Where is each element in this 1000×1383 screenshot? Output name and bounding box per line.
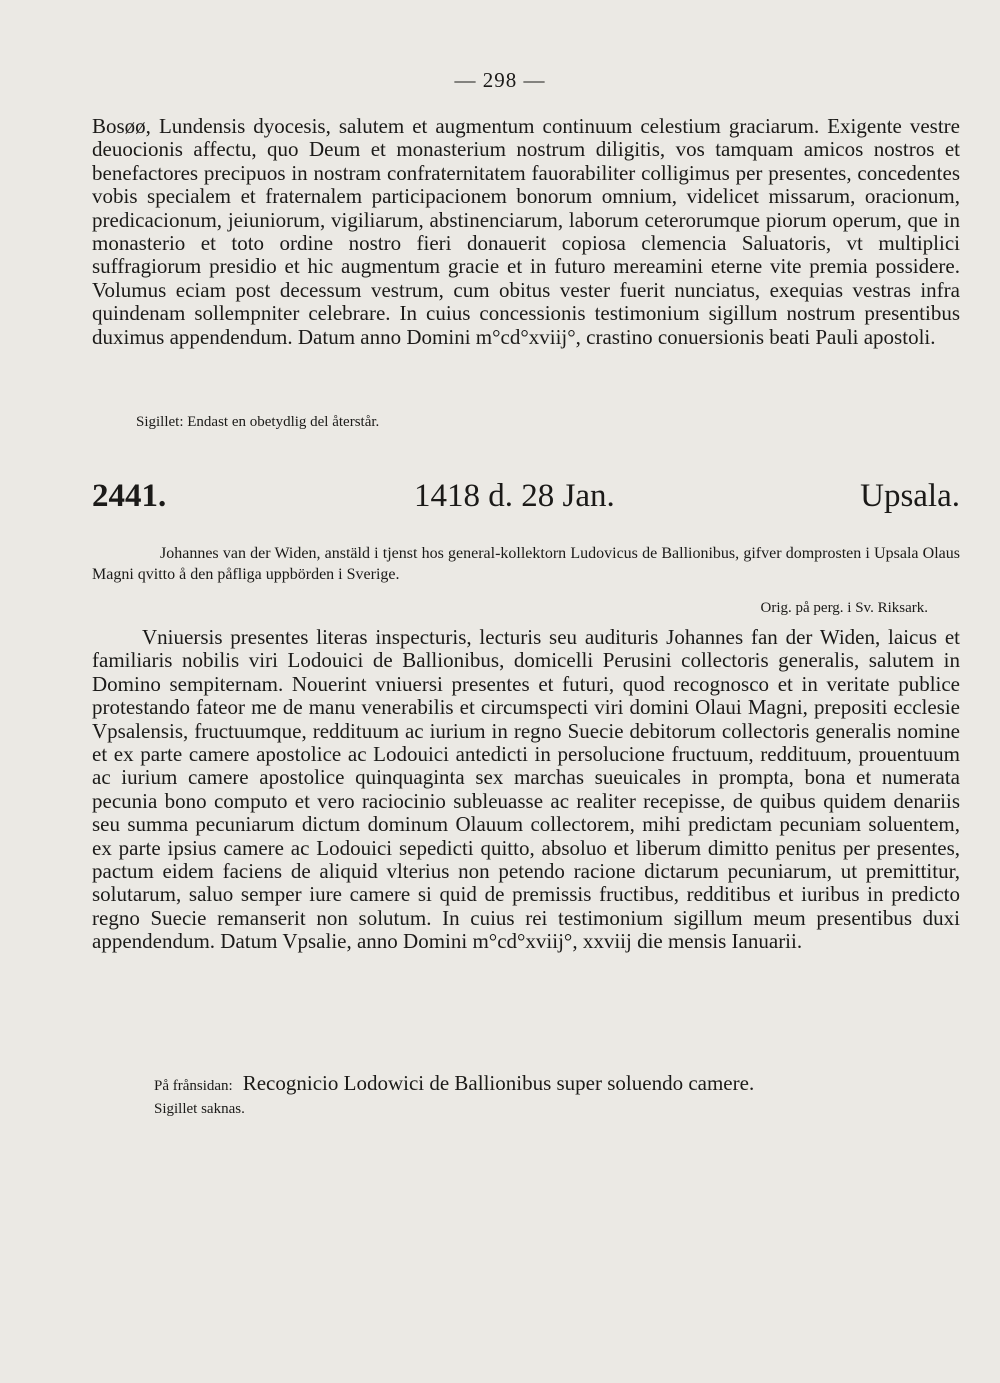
charter-text-continued: Bosøø, Lundensis dyocesis, salutem et augmentum continuum celestium graciarum. Exigente vestre deuocionis affectu, quo Deum et monasterium nostrum diligitis, vos tamquam amicos nostros et benefactores precipuos in nostram confraternitatem fauorabiliter colligimus per presentes, concedentes vobis specialem et fraternalem participacionem bonorum omnium, videlicet missarum, oracionum, predicacionum, jeiuniorum, vigiliarum, abstinenciarum, laborum ceterorumque piorum operum, que in monasterio et toto ordine nostro fieri donauerit copiosa clemencia Saluatoris, vt multiplici suffragiorum presidio et hic augmentum gracie et in futuro mereamini eterne vite premia possidere. Volumus eciam post decessum vestrum, cum obitus vester fuerit nunciatus, exequias vestras infra quindenam sollempniter celebrare. In cuius concessionis testimonium sigillum nostrum presentibus duximus appendendum. Datum anno Domini m°cd°xviij°, crastino conuersionis beati Pauli apostoli. <box>92 114 960 349</box>
seal-missing-note: Sigillet saknas. <box>154 1101 245 1117</box>
source-note: Orig. på perg. i Sv. Riksark. <box>760 600 928 616</box>
document-heading <box>92 478 960 522</box>
seal-note: Sigillet: Endast en obetydlig del återstår. <box>136 414 380 430</box>
document-place: Upsala. <box>860 478 960 514</box>
reverse-side-label: På frånsidan: <box>154 1078 233 1094</box>
reverse-side-note <box>154 1071 954 1096</box>
document-number: 2441. <box>92 478 167 514</box>
document-date: 1418 d. 28 Jan. <box>414 478 615 514</box>
page-number: — 298 — <box>454 68 546 92</box>
reverse-side-text: Recognicio Lodowici de Ballionibus super soluendo camere. <box>242 1071 755 1095</box>
charter-text: Vniuersis presentes literas inspecturis, lecturis seu audituris Johannes fan der Widen, laicus et familiaris nobilis viri Lodouici de Ballionibus, domicelli Perusini collectoris generalis, salutem in Domino sempiternam. Nouerint vniuersi presentes et futuri, quod recognosco et in veritate publice protestando fateor me de manu venerabilis et circumspecti viri domini Olaui Magni, prepositi ecclesie Vpsalensis, fructuumque, reddituum ac iurium in regno Suecie debitorum collectoris generalis nomine et ex parte camere apostolice ac Lodouici antedicti in persolucione fructuum, reddituum, prouentuum ac iurium camere apostolice quinquaginta sex marchas sueuicales in prompta, bona et numerata pecunia bono computo et vero raciocinio subleuasse ac realiter recepisse, de quibus quidem denariis seu summa pecuniarum dictum dominum Olauum collectorem, mihi predictam pecuniam soluentem, ex parte ipsius camere ac Lodouici sepedicti quitto, absoluo et liberum dimitto penitus per presentes, pactum eidem faciens de aliquid vlterius non petendo racione dictarum pecuniarum, ut premittitur, solutarum, saluo semper iure camere si quid de premissis fructibus, redditibus et iuribus in predicto regno Suecie remanserit non solutum. In cuius rei testimonium sigillum meum presentibus duxi appendendum. Datum Vpsalie, anno Domini m°cd°xviij°, xxviij die mensis Ianuarii. <box>92 625 960 954</box>
document-summary: Johannes van der Widen, anstäld i tjenst hos general-kollektorn Ludovicus de Ballionibus, gifver domprosten i Upsala Olaus Magni qvitto å den påfliga uppbörden i Sverige. <box>92 545 960 583</box>
